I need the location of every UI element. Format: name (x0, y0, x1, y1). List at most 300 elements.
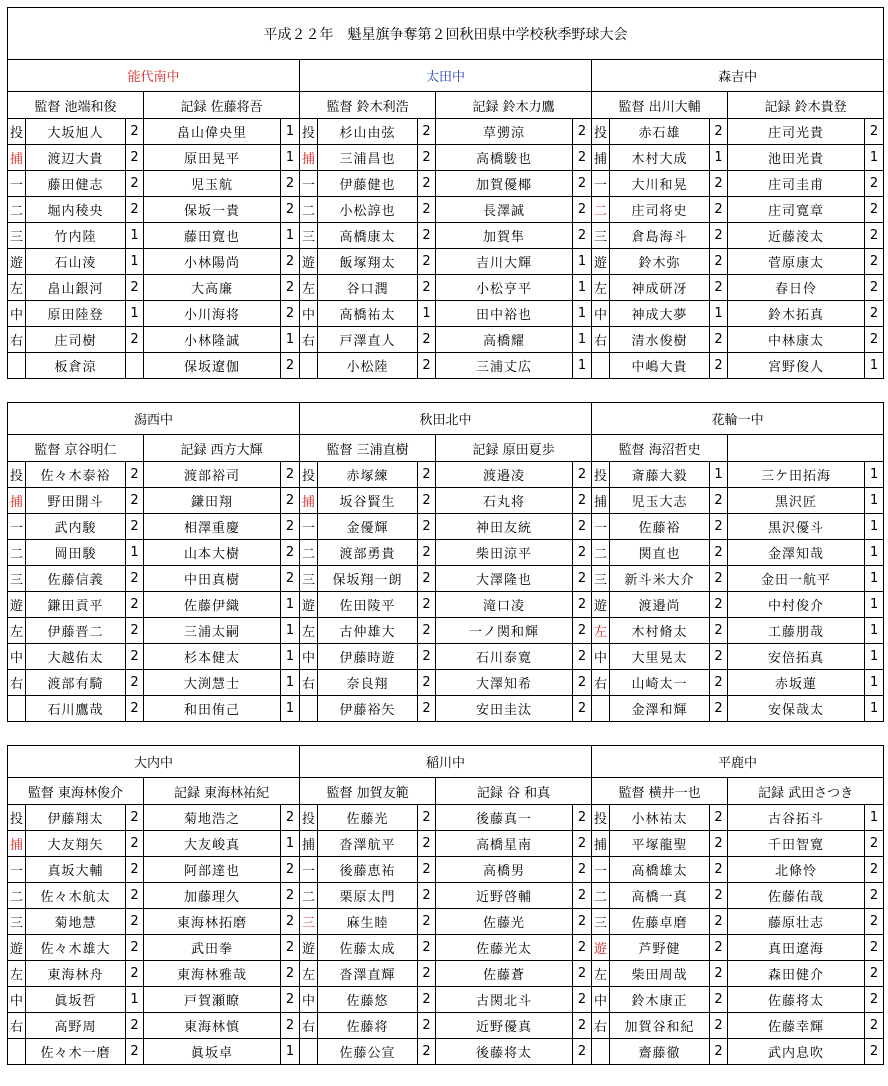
team-manager: 監督 鈴木利浩 (300, 92, 436, 119)
position-cell: 中 (300, 301, 318, 327)
table-row (8, 935, 884, 961)
player-name: 加賀谷和紀 (610, 1013, 710, 1039)
player-grade: 2 (710, 909, 728, 935)
position-cell: 遊 (8, 935, 26, 961)
position-cell: 中 (8, 644, 26, 670)
player-grade: 1 (281, 696, 300, 722)
player-grade: 2 (281, 514, 300, 540)
position-cell: 二 (8, 540, 26, 566)
player-name: 高橋祐太 (318, 301, 418, 327)
player-grade: 2 (418, 1039, 436, 1065)
position-cell: 捕 (592, 488, 610, 514)
player-grade: 2 (126, 1013, 144, 1039)
player-name: 佐藤光 (436, 909, 573, 935)
team-manager: 監督 横井一也 (592, 778, 728, 805)
player-grade: 2 (126, 961, 144, 987)
player-name: 和田侑己 (144, 696, 281, 722)
player-name: 黒沢優斗 (728, 514, 865, 540)
team-name: 平鹿中 (592, 746, 884, 778)
player-name: 大渕慧士 (144, 670, 281, 696)
player-name: 渡部勇貴 (318, 540, 418, 566)
team-manager: 監督 京谷明仁 (8, 435, 144, 462)
player-name: 東海林拓磨 (144, 909, 281, 935)
player-name: 鈴木拓真 (728, 301, 865, 327)
player-grade: 2 (710, 696, 728, 722)
player-grade: 2 (573, 566, 592, 592)
position-cell: 一 (300, 514, 318, 540)
position-cell: 右 (592, 327, 610, 353)
team-name: 森吉中 (592, 60, 884, 92)
player-name: 佐藤幸輝 (728, 1013, 865, 1039)
player-name: 石山淩 (26, 249, 126, 275)
position-cell: 右 (300, 327, 318, 353)
position-cell: 三 (8, 223, 26, 249)
team-recorder: 記録 佐藤将吾 (144, 92, 300, 119)
player-name: 鎌田翔 (144, 488, 281, 514)
position-cell: 投 (592, 805, 610, 831)
position-cell: 遊 (592, 592, 610, 618)
player-grade: 1 (281, 644, 300, 670)
player-name: 中田真樹 (144, 566, 281, 592)
player-grade: 1 (573, 249, 592, 275)
player-grade: 2 (281, 462, 300, 488)
player-name: 栗原太門 (318, 883, 418, 909)
team-manager: 監督 池端和俊 (8, 92, 144, 119)
page-title: 平成２２年 魁星旗争奪第２回秋田県中学校秋季野球大会 (8, 8, 884, 60)
player-name: 佐々木雄大 (26, 935, 126, 961)
position-cell: 右 (8, 1013, 26, 1039)
player-grade: 2 (126, 488, 144, 514)
player-name: 伊藤裕矢 (318, 696, 418, 722)
table-row (8, 961, 884, 987)
player-name: 庄司寛章 (728, 197, 865, 223)
player-grade: 1 (865, 670, 884, 696)
player-grade: 1 (865, 618, 884, 644)
player-name: 小松陸 (318, 353, 418, 379)
player-grade: 2 (573, 488, 592, 514)
position-cell: 投 (8, 805, 26, 831)
player-name: 飯塚翔太 (318, 249, 418, 275)
player-grade: 2 (126, 462, 144, 488)
player-grade: 2 (418, 119, 436, 145)
player-grade: 2 (281, 883, 300, 909)
player-grade: 2 (573, 1013, 592, 1039)
position-cell: 二 (592, 197, 610, 223)
position-cell: 左 (8, 961, 26, 987)
position-cell: 一 (592, 514, 610, 540)
player-name: 小松亨平 (436, 275, 573, 301)
player-grade: 2 (281, 935, 300, 961)
player-name: 佐藤太成 (318, 935, 418, 961)
player-grade: 2 (418, 935, 436, 961)
player-grade: 2 (865, 301, 884, 327)
player-name: 藤田寛也 (144, 223, 281, 249)
player-name: 庄司圭甫 (728, 171, 865, 197)
player-name: 佐藤卓磨 (610, 909, 710, 935)
player-grade: 2 (418, 327, 436, 353)
player-name: 藤原壮志 (728, 909, 865, 935)
team-recorder: 記録 鈴木貴登 (728, 92, 884, 119)
player-name: 堀内稜央 (26, 197, 126, 223)
position-cell: 投 (300, 119, 318, 145)
player-name: 新斗米大介 (610, 566, 710, 592)
player-grade: 2 (418, 857, 436, 883)
player-grade: 1 (573, 353, 592, 379)
player-name: 安倍拓真 (728, 644, 865, 670)
player-grade: 2 (573, 197, 592, 223)
team-manager: 監督 加賀友範 (300, 778, 436, 805)
position-cell: 捕 (300, 831, 318, 857)
player-name: 神成研冴 (610, 275, 710, 301)
player-name: 佐藤蒼 (436, 961, 573, 987)
player-grade: 2 (126, 909, 144, 935)
player-grade: 2 (418, 883, 436, 909)
player-name: 眞坂哲 (26, 987, 126, 1013)
position-cell: 二 (300, 540, 318, 566)
player-grade: 2 (865, 327, 884, 353)
player-grade: 2 (710, 488, 728, 514)
position-cell: 右 (592, 1013, 610, 1039)
position-cell: 遊 (300, 249, 318, 275)
position-cell: 投 (300, 805, 318, 831)
player-grade: 2 (710, 540, 728, 566)
player-grade: 1 (281, 831, 300, 857)
player-name: 東海林舟 (26, 961, 126, 987)
position-cell: 中 (300, 987, 318, 1013)
position-cell: 遊 (8, 592, 26, 618)
player-name: 佐藤将 (318, 1013, 418, 1039)
player-name: 佐田陵平 (318, 592, 418, 618)
player-grade: 2 (573, 831, 592, 857)
player-grade: 1 (865, 145, 884, 171)
player-grade: 2 (418, 805, 436, 831)
player-name: 古関北斗 (436, 987, 573, 1013)
team-recorder: 記録 谷 和真 (436, 778, 592, 805)
player-name: 渡辺大貴 (26, 145, 126, 171)
player-name: 高橋康太 (318, 223, 418, 249)
player-grade: 1 (126, 987, 144, 1013)
position-cell: 左 (8, 618, 26, 644)
player-name: 菅原康太 (728, 249, 865, 275)
player-name: 佐藤信義 (26, 566, 126, 592)
table-row (8, 831, 884, 857)
player-grade: 2 (710, 592, 728, 618)
player-grade: 2 (281, 353, 300, 379)
team-manager: 監督 東海林俊介 (8, 778, 144, 805)
position-cell (300, 1039, 318, 1065)
player-grade: 2 (710, 644, 728, 670)
team-name: 稲川中 (300, 746, 592, 778)
player-name: 関直也 (610, 540, 710, 566)
player-grade: 1 (865, 566, 884, 592)
position-cell: 左 (592, 275, 610, 301)
roster-block (7, 745, 884, 1065)
player-name: 加賀隼 (436, 223, 573, 249)
player-grade: 2 (573, 857, 592, 883)
player-grade: 2 (573, 961, 592, 987)
player-grade: 2 (418, 353, 436, 379)
player-name: 近藤淩太 (728, 223, 865, 249)
player-name: 板倉涼 (26, 353, 126, 379)
player-name: 原田晃平 (144, 145, 281, 171)
player-name: 鈴木康正 (610, 987, 710, 1013)
player-name: 草彅涼 (436, 119, 573, 145)
position-cell: 一 (300, 171, 318, 197)
player-name: 武内駿 (26, 514, 126, 540)
table-row (8, 171, 884, 197)
player-name: 木村大成 (610, 145, 710, 171)
team-manager: 監督 出川大輔 (592, 92, 728, 119)
table-row (8, 566, 884, 592)
player-grade: 2 (418, 514, 436, 540)
team-name: 秋田北中 (300, 403, 592, 435)
player-name: 高橋駿也 (436, 145, 573, 171)
position-cell: 中 (592, 987, 610, 1013)
table-row (8, 462, 884, 488)
table-row (8, 883, 884, 909)
position-cell: 一 (8, 171, 26, 197)
position-cell: 二 (300, 883, 318, 909)
player-name: 竹内陸 (26, 223, 126, 249)
player-name: 児玉航 (144, 171, 281, 197)
player-name: 赤石雄 (610, 119, 710, 145)
player-name: 斎藤大毅 (610, 462, 710, 488)
player-grade: 2 (126, 514, 144, 540)
player-grade: 2 (418, 961, 436, 987)
player-name: 佐々木一磨 (26, 1039, 126, 1065)
player-grade: 2 (418, 909, 436, 935)
player-grade: 2 (126, 883, 144, 909)
player-name: 金澤和輝 (610, 696, 710, 722)
player-name: 加賀優椰 (436, 171, 573, 197)
table-row (8, 670, 884, 696)
player-grade: 2 (418, 275, 436, 301)
player-grade: 2 (573, 805, 592, 831)
player-name: 坂谷賢生 (318, 488, 418, 514)
player-name: 児玉大志 (610, 488, 710, 514)
player-grade: 2 (418, 566, 436, 592)
player-name: 杉本健太 (144, 644, 281, 670)
player-name: 倉島海斗 (610, 223, 710, 249)
player-grade: 2 (573, 987, 592, 1013)
player-name: 佐藤悠 (318, 987, 418, 1013)
player-grade: 2 (710, 1039, 728, 1065)
player-name: 三ケ田拓海 (728, 462, 865, 488)
player-name: 大友峻真 (144, 831, 281, 857)
player-name: 真坂大輔 (26, 857, 126, 883)
player-grade: 2 (281, 301, 300, 327)
player-grade: 2 (418, 670, 436, 696)
position-cell (300, 696, 318, 722)
player-name: 芦野健 (610, 935, 710, 961)
player-grade: 2 (710, 935, 728, 961)
player-name: 吉川大輝 (436, 249, 573, 275)
table-row (8, 592, 884, 618)
player-grade: 2 (281, 857, 300, 883)
team-manager: 監督 三浦直樹 (300, 435, 436, 462)
position-cell: 左 (592, 961, 610, 987)
player-grade: 2 (281, 488, 300, 514)
player-name: 高橋雄太 (610, 857, 710, 883)
player-grade: 2 (865, 171, 884, 197)
player-grade: 2 (710, 961, 728, 987)
player-name: 佐藤光太 (436, 935, 573, 961)
position-cell: 左 (300, 275, 318, 301)
player-grade: 2 (573, 696, 592, 722)
player-grade: 2 (865, 1039, 884, 1065)
position-cell: 遊 (300, 592, 318, 618)
player-grade: 2 (281, 275, 300, 301)
position-cell (592, 696, 610, 722)
table-row (8, 223, 884, 249)
player-name: 中林康太 (728, 327, 865, 353)
table-row (8, 488, 884, 514)
player-name: 金優輝 (318, 514, 418, 540)
player-grade: 2 (281, 566, 300, 592)
table-row (8, 540, 884, 566)
table-row (8, 909, 884, 935)
player-grade: 1 (865, 592, 884, 618)
player-name: 大坂旭人 (26, 119, 126, 145)
position-cell (592, 353, 610, 379)
player-grade: 2 (126, 171, 144, 197)
player-name: 藤田健志 (26, 171, 126, 197)
player-name: 保坂翔一朗 (318, 566, 418, 592)
player-grade: 2 (126, 197, 144, 223)
player-grade: 2 (865, 275, 884, 301)
position-cell: 捕 (300, 145, 318, 171)
player-name: 渡部有騎 (26, 670, 126, 696)
position-cell: 投 (592, 462, 610, 488)
table-row (8, 119, 884, 145)
player-grade: 2 (865, 857, 884, 883)
player-name: 伊藤晋二 (26, 618, 126, 644)
player-name: 千田智寛 (728, 831, 865, 857)
position-cell (8, 353, 26, 379)
position-cell: 三 (592, 223, 610, 249)
player-grade: 2 (573, 514, 592, 540)
player-grade: 1 (126, 249, 144, 275)
table-row (8, 301, 884, 327)
position-cell: 投 (8, 462, 26, 488)
player-name: 中村俊介 (728, 592, 865, 618)
player-grade: 1 (865, 514, 884, 540)
player-grade: 2 (710, 987, 728, 1013)
player-name: 大越佑太 (26, 644, 126, 670)
player-name: 長澤誠 (436, 197, 573, 223)
player-name: 小松諄也 (318, 197, 418, 223)
player-name: 神成大夢 (610, 301, 710, 327)
position-cell: 右 (8, 327, 26, 353)
position-cell: 捕 (8, 488, 26, 514)
position-cell: 右 (8, 670, 26, 696)
player-grade: 1 (865, 644, 884, 670)
position-cell: 遊 (8, 249, 26, 275)
player-name: 平塚龍聖 (610, 831, 710, 857)
table-row (8, 514, 884, 540)
player-name: 伊藤翔太 (26, 805, 126, 831)
player-name: 後藤将太 (436, 1039, 573, 1065)
position-cell: 投 (300, 462, 318, 488)
player-grade: 2 (126, 1039, 144, 1065)
player-grade: 2 (418, 696, 436, 722)
player-grade: 2 (126, 119, 144, 145)
player-name: 麻生睦 (318, 909, 418, 935)
table-row (8, 353, 884, 379)
player-name: 原田陸登 (26, 301, 126, 327)
player-grade: 2 (710, 566, 728, 592)
position-cell: 左 (592, 618, 610, 644)
player-name: 中嶋大貴 (610, 353, 710, 379)
player-grade: 2 (418, 592, 436, 618)
player-name: 高橋耀 (436, 327, 573, 353)
position-cell: 二 (300, 197, 318, 223)
player-grade: 1 (281, 223, 300, 249)
player-grade: 2 (865, 249, 884, 275)
player-name: 山崎太一 (610, 670, 710, 696)
player-name: 古谷拓斗 (728, 805, 865, 831)
team-recorder (728, 435, 884, 462)
player-grade: 1 (418, 301, 436, 327)
player-grade: 2 (865, 909, 884, 935)
position-cell: 投 (8, 119, 26, 145)
player-grade: 2 (126, 275, 144, 301)
player-name: 北條怜 (728, 857, 865, 883)
team-recorder: 記録 鈴木力鷹 (436, 92, 592, 119)
player-name: 山本大樹 (144, 540, 281, 566)
player-name: 杉山由弦 (318, 119, 418, 145)
player-name: 小林陽尚 (144, 249, 281, 275)
player-name: 三浦昌也 (318, 145, 418, 171)
player-grade: 1 (126, 223, 144, 249)
player-grade: 2 (573, 540, 592, 566)
player-name: 後藤真一 (436, 805, 573, 831)
player-grade: 2 (281, 249, 300, 275)
roster-block (7, 402, 884, 722)
player-grade: 2 (126, 644, 144, 670)
position-cell (8, 696, 26, 722)
position-cell: 二 (592, 883, 610, 909)
position-cell: 右 (300, 670, 318, 696)
player-grade: 2 (126, 327, 144, 353)
player-grade: 2 (710, 223, 728, 249)
player-name: 佐藤公宣 (318, 1039, 418, 1065)
player-grade: 2 (710, 805, 728, 831)
player-name: 菊地慧 (26, 909, 126, 935)
player-name: 高橋一真 (610, 883, 710, 909)
table-row (8, 249, 884, 275)
player-name: 石丸将 (436, 488, 573, 514)
position-cell: 三 (592, 909, 610, 935)
player-name: 工藤朋哉 (728, 618, 865, 644)
player-grade: 2 (418, 987, 436, 1013)
player-name: 阿部達也 (144, 857, 281, 883)
player-name: 木村脩太 (610, 618, 710, 644)
player-name: 庄司光貴 (728, 119, 865, 145)
player-grade: 2 (710, 197, 728, 223)
player-name: 真田遼海 (728, 935, 865, 961)
player-grade: 2 (573, 935, 592, 961)
player-name: 齋藤徹 (610, 1039, 710, 1065)
player-grade: 2 (281, 171, 300, 197)
player-grade: 2 (281, 987, 300, 1013)
player-grade: 2 (573, 462, 592, 488)
player-grade: 2 (865, 119, 884, 145)
player-name: 佐藤佑哉 (728, 883, 865, 909)
player-name: 保坂遼伽 (144, 353, 281, 379)
player-grade: 2 (865, 223, 884, 249)
player-name: 小林祐太 (610, 805, 710, 831)
